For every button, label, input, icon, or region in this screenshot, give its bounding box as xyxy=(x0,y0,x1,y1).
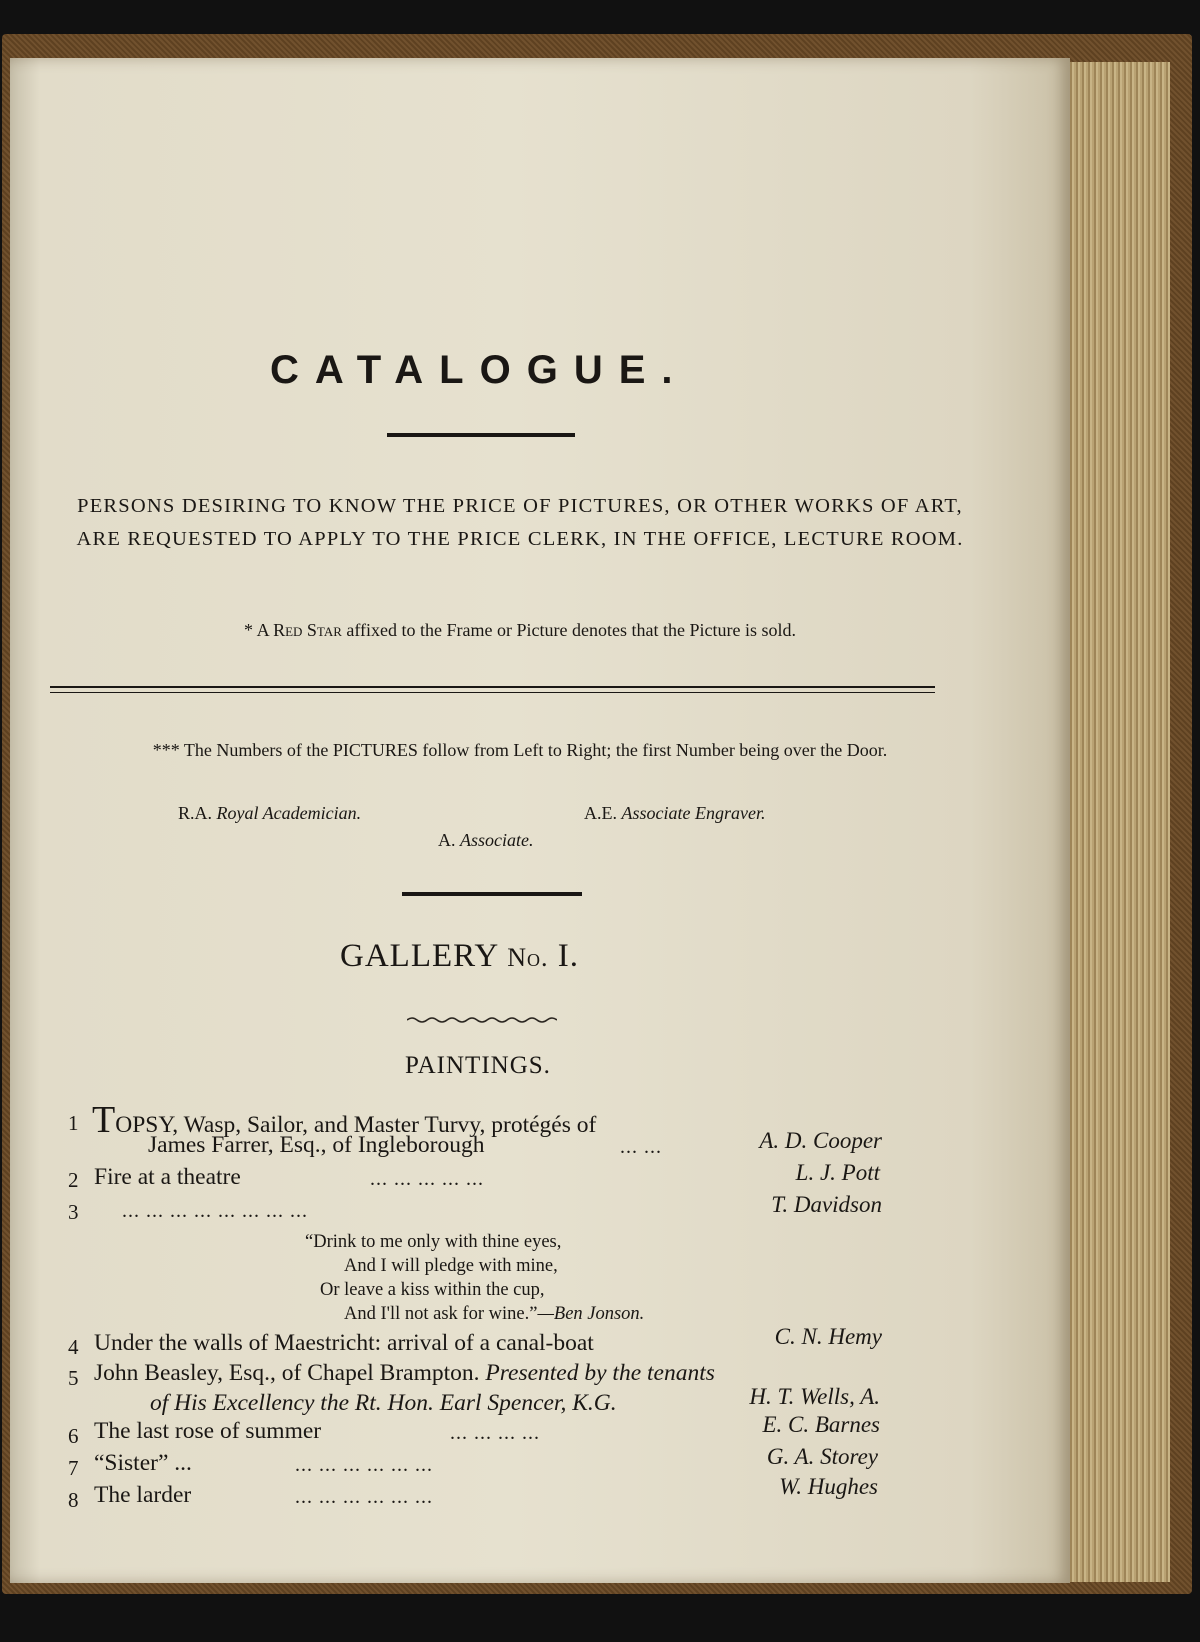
title-rule xyxy=(387,433,575,437)
leader-dots: ... ... ... ... ... ... ... ... xyxy=(122,1200,308,1222)
entry-number: 7 xyxy=(68,1456,79,1480)
red-star-pre: A xyxy=(256,620,269,640)
asterism: *​*​* xyxy=(152,740,180,760)
leader-dots: ... ... ... ... xyxy=(450,1422,540,1444)
entry-title: The last rose of summer xyxy=(94,1418,322,1444)
page-title: CATALOGUE. xyxy=(270,348,689,392)
entry-title: Under the walls of Maestricht: arrival of a canal-boat xyxy=(94,1330,594,1356)
artist-name: L. J. Pott xyxy=(795,1160,880,1185)
entry-number: 2 xyxy=(68,1168,79,1192)
artist-name: H. T. Wells, A. xyxy=(749,1384,880,1409)
red-star-smallcaps: Red Star xyxy=(273,620,342,640)
double-rule-top xyxy=(50,686,935,688)
entry-title-continued: of His Excellency the Rt. Hon. Earl Spencer, K.G. xyxy=(150,1390,617,1416)
red-star-note xyxy=(70,620,970,641)
entry-number: 5 xyxy=(68,1366,79,1390)
poem-line: Or leave a kiss within the cup, xyxy=(320,1280,545,1300)
leader-dots: ... ... xyxy=(620,1136,662,1158)
artist-name: T. Davidson xyxy=(771,1192,882,1217)
artist-name: E. C. Barnes xyxy=(762,1412,880,1437)
entry-title: “Sister” ... xyxy=(94,1450,192,1476)
abbr-ae: A.E. Associate Engraver. xyxy=(584,803,766,823)
artist-name: A. D. Cooper xyxy=(759,1128,882,1153)
entry-title: Fire at a theatre xyxy=(94,1164,241,1190)
star-mark: * xyxy=(244,620,254,640)
artist-name: W. Hughes xyxy=(779,1474,878,1499)
section-rule xyxy=(402,892,582,896)
abbr-ra: R.A. Royal Academician. xyxy=(178,803,362,823)
entry-number: 6 xyxy=(68,1424,79,1448)
gallery-heading: GALLERY No. I. xyxy=(340,938,579,974)
leader-dots: ... ... ... ... ... ... xyxy=(295,1454,433,1476)
numbering-note xyxy=(70,736,970,765)
abbr-a: A. Associate. xyxy=(438,830,534,850)
leader-dots: ... ... ... ... ... xyxy=(370,1168,484,1190)
entry-number: 8 xyxy=(68,1488,79,1512)
numbering-text: The Numbers of the PICTURES follow from Left to Right; the first Number being over the Door. xyxy=(183,740,888,760)
section-heading: PAINTINGS. xyxy=(405,1052,551,1079)
ornamental-squiggle xyxy=(407,1016,557,1024)
poem-attribution: —Ben Jonson. xyxy=(537,1304,645,1324)
poem-line: “Drink to me only with thine eyes, xyxy=(305,1232,562,1252)
price-notice: PERSONS DESIRING TO KNOW THE PRICE OF PICTURES, OR OTHER WORKS OF ART, ARE REQUESTED TO APPLY TO THE PRICE CLERK, IN THE OFFICE, LECTURE ROOM. xyxy=(76,495,964,550)
entry-title-continued: James Farrer, Esq., of Ingleborough xyxy=(148,1132,485,1158)
leader-dots: ... ... ... ... ... ... xyxy=(295,1486,433,1508)
entry-number: 4 xyxy=(68,1335,79,1359)
drop-letter: T xyxy=(92,1099,116,1141)
entry-title: John Beasley, Esq., of Chapel Brampton. Presented by the tenants xyxy=(94,1360,715,1386)
entry-number: 3 xyxy=(68,1200,79,1224)
entry-title: TOPSY, Wasp, Sailor, and Master Turvy, protégés of xyxy=(92,1099,597,1141)
entry-number: 1 xyxy=(68,1111,79,1135)
catalogue-page xyxy=(10,58,1070,1583)
red-star-post: affixed to the Frame or Picture denotes that the Picture is sold. xyxy=(346,620,796,640)
entry-title: The larder xyxy=(94,1482,192,1508)
poem-line: And I'll not ask for wine.”—Ben Jonson. xyxy=(344,1304,645,1324)
double-rule-bottom xyxy=(50,692,935,693)
poem-line: And I will pledge with mine, xyxy=(344,1256,558,1276)
artist-name: G. A. Storey xyxy=(766,1444,878,1469)
artist-name: C. N. Hemy xyxy=(774,1324,882,1349)
